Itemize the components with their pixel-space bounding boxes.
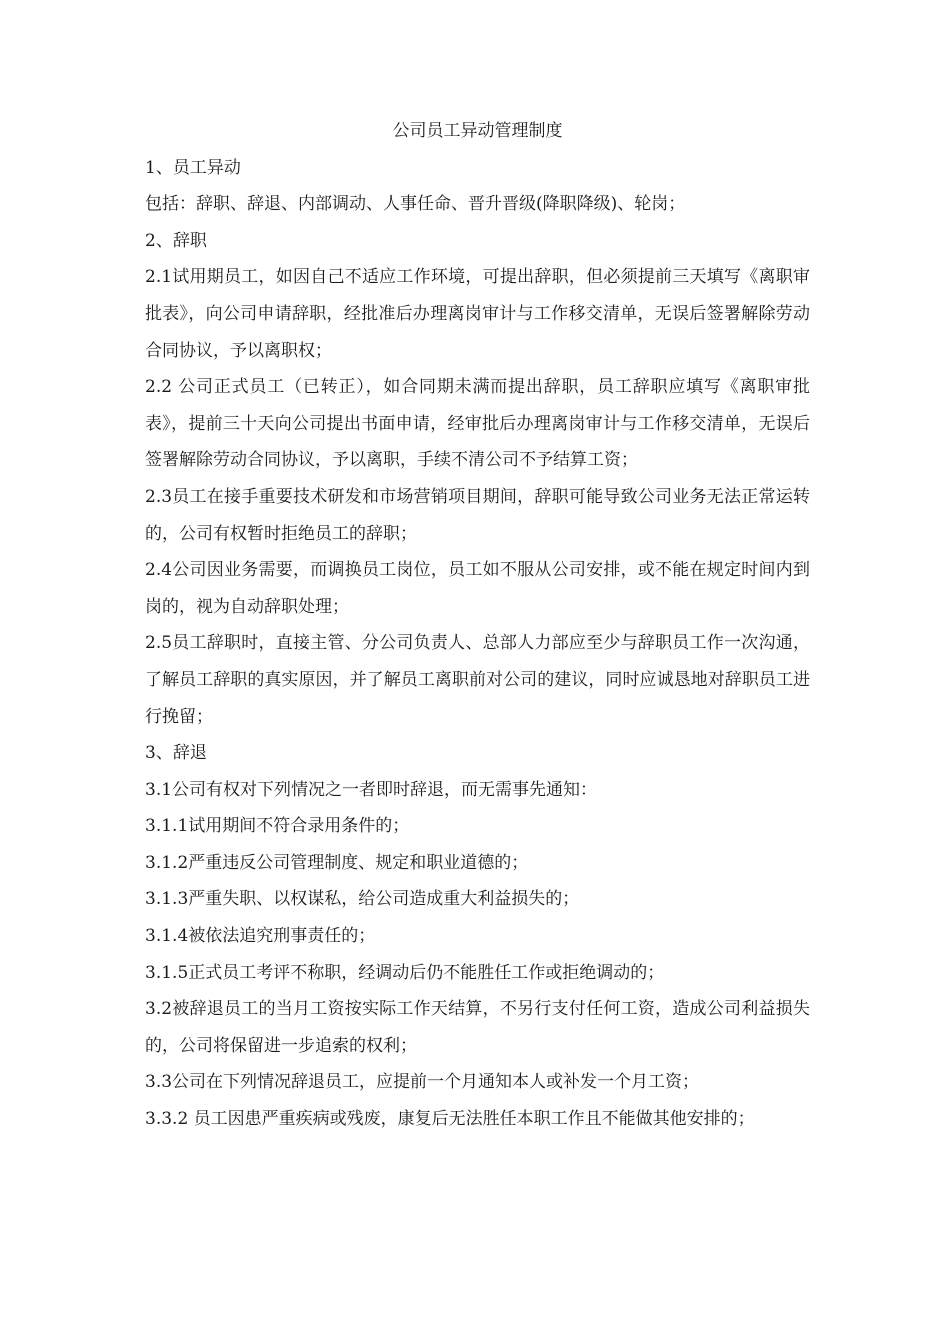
document-title: 公司员工异动管理制度	[392, 121, 563, 141]
list-item: 3.1.3严重失职、以权谋私，给公司造成重大利益损失的；	[145, 889, 580, 910]
section-heading-2: 2、辞职	[145, 230, 207, 251]
list-item: 3.1.2严重违反公司管理制度、规定和职业道德的；	[145, 852, 529, 873]
paragraph: 2.4公司因业务需要，而调换员工岗位，员工如不服从公司安排，或不能在规定时间内到岗的，视为自动辞职处理；	[145, 560, 810, 617]
paragraph: 2.1试用期员工，如因自己不适应工作环境，可提出辞职，但必须提前三天填写《离职审批表》，向公司申请辞职，经批准后办理离岗审计与工作移交清单，无误后签署解除劳动合同协议，予以离职权；	[145, 267, 810, 361]
list-item: 3.1.4被依法追究刑事责任的；	[145, 926, 376, 947]
paragraph: 2.5员工辞职时，直接主管、分公司负责人、总部人力部应至少与辞职员工作一次沟通，了解员工辞职的真实原因，并了解员工离职前对公司的建议，同时应诚恳地对辞职员工进行挽留；	[145, 633, 810, 727]
document-body	[145, 113, 810, 1138]
paragraph: 2.2 公司正式员工（已转正），如合同期未满而提出辞职，员工辞职应填写《离职审批表》，提前三十天向公司提出书面申请，经审批后办理离岗审计与工作移交清单，无误后签署解除劳动合同协议，予以离职，手续不清公司不予结算工资；	[145, 377, 810, 471]
list-item: 3.1.5正式员工考评不称职，经调动后仍不能胜任工作或拒绝调动的；	[145, 962, 665, 983]
section-heading-1: 1、员工异动	[145, 157, 241, 178]
paragraph: 3.1公司有权对下列情况之一者即时辞退，而无需事先通知：	[145, 779, 598, 800]
paragraph: 3.2被辞退员工的当月工资按实际工作天结算，不另行支付任何工资，造成公司利益损失的，公司将保留进一步追索的权利；	[145, 999, 810, 1056]
paragraph: 包括：辞职、辞退、内部调动、人事任命、晋升晋级(降职降级)、轮岗；	[145, 194, 686, 215]
paragraph: 3.3公司在下列情况辞退员工，应提前一个月通知本人或补发一个月工资；	[145, 1072, 700, 1093]
list-item: 3.1.1试用期间不符合录用条件的；	[145, 816, 410, 837]
paragraph: 2.3员工在接手重要技术研发和市场营销项目期间，辞职可能导致公司业务无法正常运转的，公司有权暂时拒绝员工的辞职；	[145, 486, 810, 544]
section-heading-3: 3、辞退	[145, 743, 207, 764]
list-item: 3.3.2 员工因患严重疾病或残废，康复后无法胜任本职工作且不能做其他安排的；	[145, 1109, 755, 1130]
